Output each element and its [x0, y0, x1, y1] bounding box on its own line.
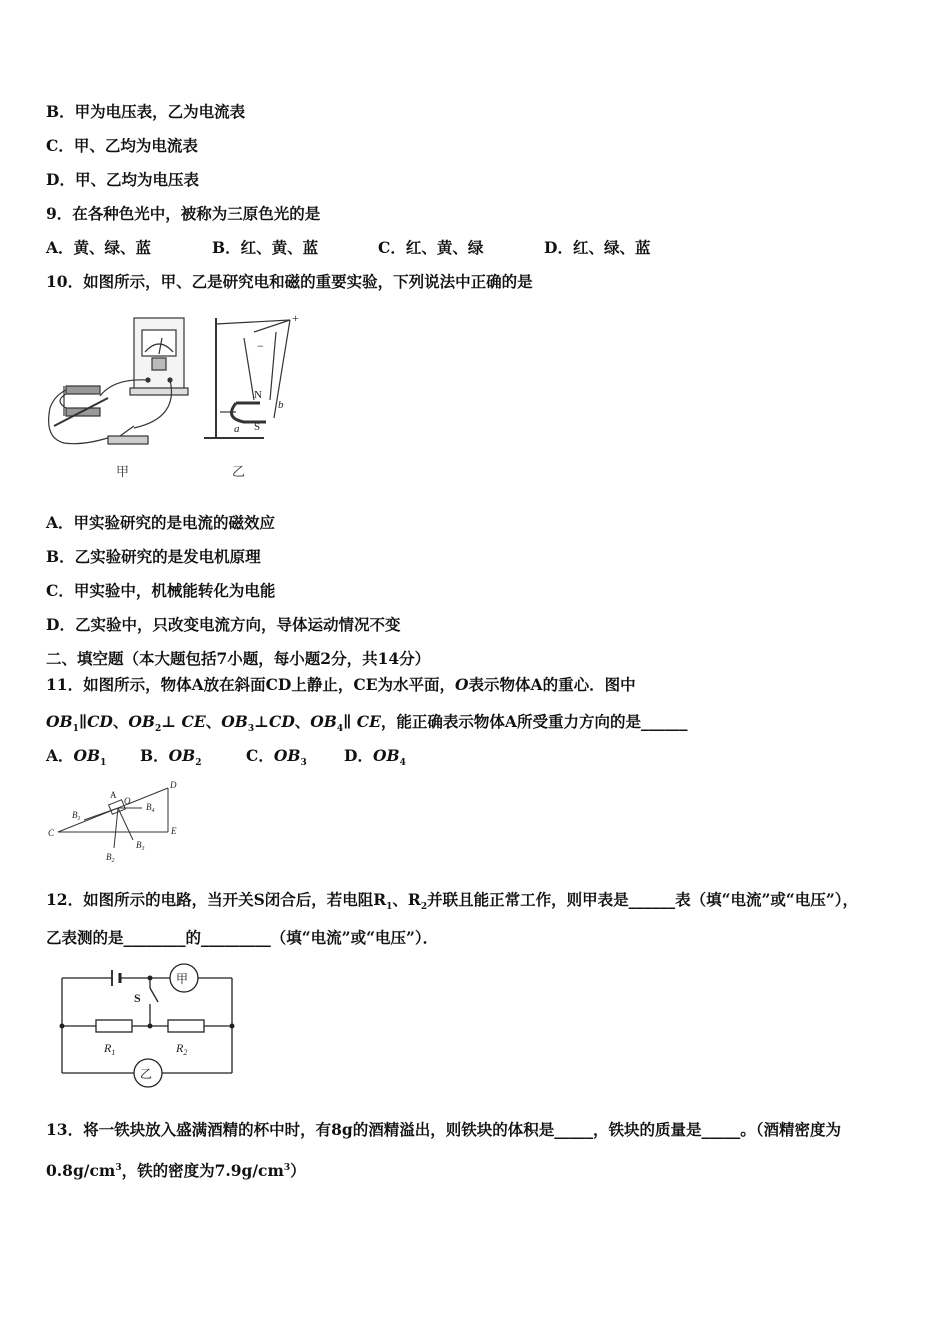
q12-circuit — [52, 958, 242, 1088]
q9-options — [46, 238, 650, 258]
switch-icon — [150, 988, 158, 1002]
fig-minus-label: − — [257, 339, 264, 353]
q11-option-b: B．$OB_2$ — [140, 746, 202, 769]
q9-stem: 9．在各种色光中，被称为三原色光的是 — [46, 204, 321, 223]
q8-option-d: D．甲、乙均为电压表 — [46, 170, 199, 189]
circuit-r1-label: $R_1$ — [104, 1041, 116, 1057]
q9-option-b: B．红、黄、蓝 — [212, 238, 319, 257]
q11-stem: 11．如图所示，物体A放在斜面CD上静止，CE为水平面，O表示物体A的重心．图中 — [46, 675, 636, 694]
q8-option-c: C．甲、乙均为电流表 — [46, 136, 198, 155]
q10-stem: 10．如图所示，甲、乙是研究电和磁的重要实验，下列说法中正确的是 — [46, 272, 533, 291]
fig-a-label: a — [234, 423, 240, 435]
q11-option-c: C．$OB_3$ — [246, 746, 307, 769]
fig-label-B1: $B_1$ — [72, 810, 81, 822]
fig-label-C: C — [48, 828, 55, 838]
q10-option-a: A．甲实验研究的是电流的磁效应 — [46, 513, 276, 532]
fig-b-label: b — [278, 399, 284, 411]
fig-label-D: D — [170, 780, 177, 790]
circuit-jia-label: 甲 — [176, 972, 189, 986]
q12-line1: 12．如图所示的电路，当开关S闭合后，若电阻$R_1$、$R_2$并联且能正常工作，则甲表是______表（填“电流”或“电压”）， — [46, 890, 858, 913]
q12-line2: 乙表测的是________的_________（填“电流”或“电压”）． — [46, 928, 439, 947]
resistor-r2 — [168, 1020, 204, 1032]
q11-figure — [44, 778, 194, 868]
q13-line2: $0.8g/cm^3$，铁的密度为$7.9g/cm^3$） — [46, 1161, 306, 1181]
q10-option-b: B．乙实验研究的是发电机原理 — [46, 547, 261, 566]
resistor-r1 — [96, 1020, 132, 1032]
q12-circuit-svg — [52, 958, 242, 1088]
q9-option-c: C．红、黄、绿 — [378, 238, 484, 257]
q10-option-c: C．甲实验中，机械能转化为电能 — [46, 581, 276, 600]
q10-figure — [44, 308, 314, 483]
fig-label-E: E — [171, 826, 177, 836]
q11-line2: $OB_1\parallel CD$、$OB_2\perp$ CE、$OB_3\perp CD$、$OB_4\parallel$ CE，能正确表示物体A所受重力方向的是______ — [46, 712, 688, 735]
fig-s-label: S — [254, 421, 261, 433]
fig-label-B3: $B_3$ — [136, 840, 145, 852]
circuit-r2-label: $R_2$ — [176, 1041, 188, 1057]
q9-option-a: A．黄、绿、蓝 — [46, 238, 152, 257]
q8-option-b: B．甲为电压表，乙为电流表 — [46, 102, 246, 121]
q11-option-d: D．$OB_4$ — [344, 746, 406, 769]
fig-n-label: N — [254, 389, 262, 401]
fig-plus-label: + — [292, 311, 299, 325]
circuit-yi-label: 乙 — [140, 1067, 153, 1081]
magnet-icon — [66, 386, 100, 394]
fig-label-O: O — [124, 796, 131, 806]
q11-options — [46, 746, 406, 773]
q9-option-d: D．红、绿、蓝 — [544, 238, 651, 257]
fig-jia-label: 甲 — [116, 465, 130, 480]
horseshoe-magnet-icon — [232, 403, 267, 422]
section-title: 二、填空题（本大题包括7小题，每小题2分，共14分） — [46, 649, 431, 668]
circuit-s-label: S — [134, 991, 141, 1005]
q10-option-d: D．乙实验中，只改变电流方向，导体运动情况不变 — [46, 615, 401, 634]
q13-line1: 13．将一铁块放入盛满酒精的杯中时，有8g的酒精溢出，则铁块的体积是_____，铁块的质量是_____。（酒精密度为 — [46, 1120, 841, 1139]
fig-label-A: A — [110, 790, 117, 800]
fig-label-B2: $B_2$ — [106, 852, 115, 864]
fig-yi-label: 乙 — [232, 465, 246, 480]
q11-figure-svg — [44, 778, 194, 868]
fig-label-B4: $B_4$ — [146, 802, 155, 814]
q11-option-a: A．$OB_1$ — [46, 746, 107, 769]
q10-figure-svg — [44, 308, 314, 483]
